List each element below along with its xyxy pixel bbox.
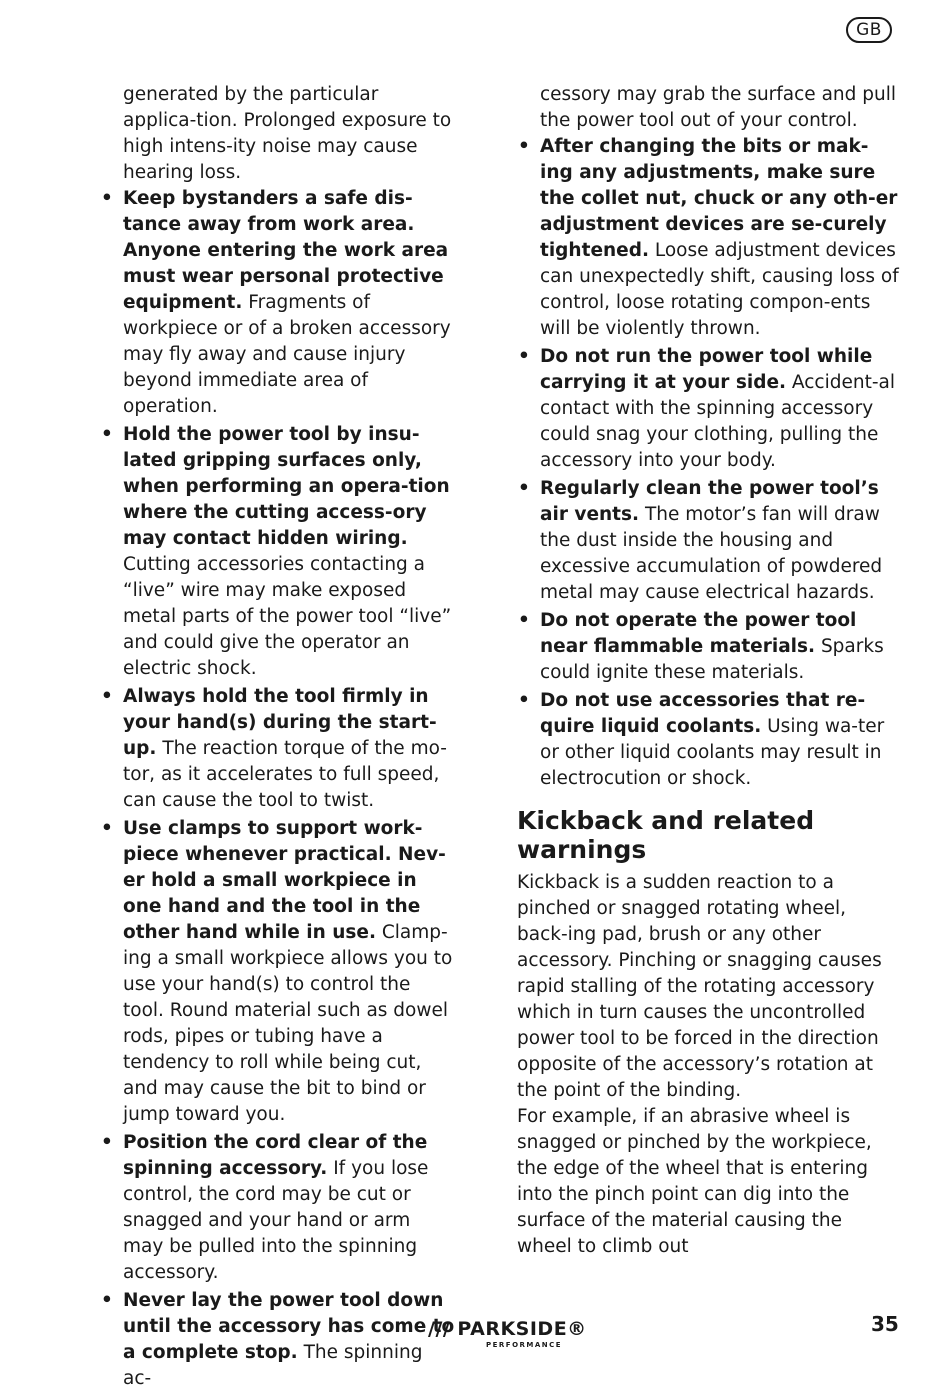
bullet-bold: Do not run the power tool while carrying it at your side. — [540, 346, 873, 393]
bullet-text: Accident-al contact with the spinning accessory could snag your clothing, pulling the accessory into your body. — [540, 372, 895, 471]
bullet-bold: Position the cord clear of the spinning accessory. — [123, 1132, 428, 1179]
kickback-paragraph-1: Kickback is a sudden reaction to a pinched or snagged rotating wheel, back-ing pad, brush or any other accessory. Pinching or snagging causes rapid stalling of the rotating accessory which in turn causes the uncontrolled power tool to be forced in the direction opposite of the accessory’s rotation at the point of the binding. — [517, 872, 882, 1101]
kickback-paragraph-2: For example, if an abrasive wheel is snagged or pinched by the workpiece, the edge of the wheel that is entering into the pinch point can dig into the surface of the material causing the wheel to climb out — [517, 1106, 872, 1257]
logo-text: /// PARKSIDE® — [428, 1318, 587, 1340]
bullet-text: The motor’s fan will draw the dust inside the housing and excessive accumulation of powdered metal may cause electrical hazards. — [540, 504, 883, 603]
list-item — [517, 688, 899, 792]
list-item — [100, 1288, 456, 1392]
bullet-icon: • — [101, 1290, 113, 1311]
bullet-icon: • — [518, 478, 530, 499]
list-item — [100, 422, 456, 682]
list-item — [517, 608, 899, 686]
bullet-icon: • — [101, 188, 113, 209]
page-number: 35 — [871, 1312, 899, 1336]
bullet-text: If you lose control, the cord may be cut or snagged and your hand or arm may be pulled into the spinning accessory. — [123, 1158, 429, 1283]
bullet-text: Using wa-ter or other liquid coolants may result in electrocution or shock. — [540, 716, 885, 789]
right-column — [517, 82, 899, 1260]
bullet-icon: • — [101, 818, 113, 839]
bullet-icon: • — [518, 690, 530, 711]
list-item — [100, 186, 456, 420]
bullet-icon: • — [518, 610, 530, 631]
bullet-bold: Hold the power tool by insu-lated gripping surfaces only, when performing an opera-tion where the cutting access-ory may contact hidden wiring. — [123, 424, 450, 549]
bullet-text: The reaction torque of the mo-tor, as it accelerates to full speed, can cause the tool to twist. — [123, 738, 447, 811]
list-item — [517, 344, 899, 474]
bullet-text: Fragments of workpiece or of a broken accessory may fly away and cause injury beyond immediate area of operation. — [123, 292, 451, 417]
bullet-icon: • — [101, 686, 113, 707]
bullet-text: Clamp-ing a small workpiece allows you to use your hand(s) to control the tool. Round material such as dowel rods, pipes or tubing have a tendency to roll while being cut, and may cause the bit to bind or jump toward you. — [123, 922, 453, 1125]
bullet-bold: Always hold the tool firmly in your hand(s) during the start-up. — [123, 686, 437, 759]
bullet-bold: Never lay the power tool down until the accessory has come to a complete stop. — [123, 1290, 455, 1363]
bullet-bold: Use clamps to support work-piece whenever practical. Nev-er hold a small workpiece in one hand and the tool in the other hand while in use. — [123, 818, 446, 943]
right-intro: cessory may grab the surface and pull the power tool out of your control. — [540, 84, 897, 131]
bullet-text: Loose adjustment devices can unexpectedly shift, causing loss of control, loose rotating compon-ents will be violently thrown. — [540, 240, 899, 339]
brand-logo — [428, 1318, 588, 1354]
bullet-bold: Regularly clean the power tool’s air vents. — [540, 478, 879, 525]
left-intro: generated by the particular applica-tion. Prolonged exposure to high intens-ity noise may cause hearing loss. — [123, 84, 452, 183]
list-item — [100, 684, 456, 814]
bullet-text: Sparks could ignite these materials. — [540, 636, 884, 683]
bullet-icon: • — [101, 1132, 113, 1153]
logo-subtext: PERFORMANCE — [486, 1341, 563, 1349]
list-item — [100, 1130, 456, 1286]
bullet-text: Cutting accessories contacting a “live” wire may make exposed metal parts of the power tool “live” and could give the operator an electric shock. — [123, 554, 452, 679]
bullet-icon: • — [518, 346, 530, 367]
bullet-text: The spinning ac- — [123, 1342, 423, 1389]
list-item — [517, 476, 899, 606]
left-column — [100, 82, 456, 1394]
bullet-bold: After changing the bits or mak-ing any adjustments, make sure the collet nut, chuck or any oth-er adjustment devices are se-curely tightened. — [540, 136, 898, 261]
bullet-bold: Do not operate the power tool near flammable materials. — [540, 610, 857, 657]
bullet-bold: Keep bystanders a safe dis-tance away from work area. Anyone entering the work area must wear personal protective equipment. — [123, 188, 449, 313]
list-item — [517, 134, 899, 342]
section-heading: Kickback and related warnings — [517, 806, 815, 864]
language-badge: GB — [846, 17, 892, 43]
list-item — [100, 816, 456, 1128]
bullet-bold: Do not use accessories that re-quire liquid coolants. — [540, 690, 866, 737]
bullet-icon: • — [101, 424, 113, 445]
bullet-icon: • — [518, 136, 530, 157]
